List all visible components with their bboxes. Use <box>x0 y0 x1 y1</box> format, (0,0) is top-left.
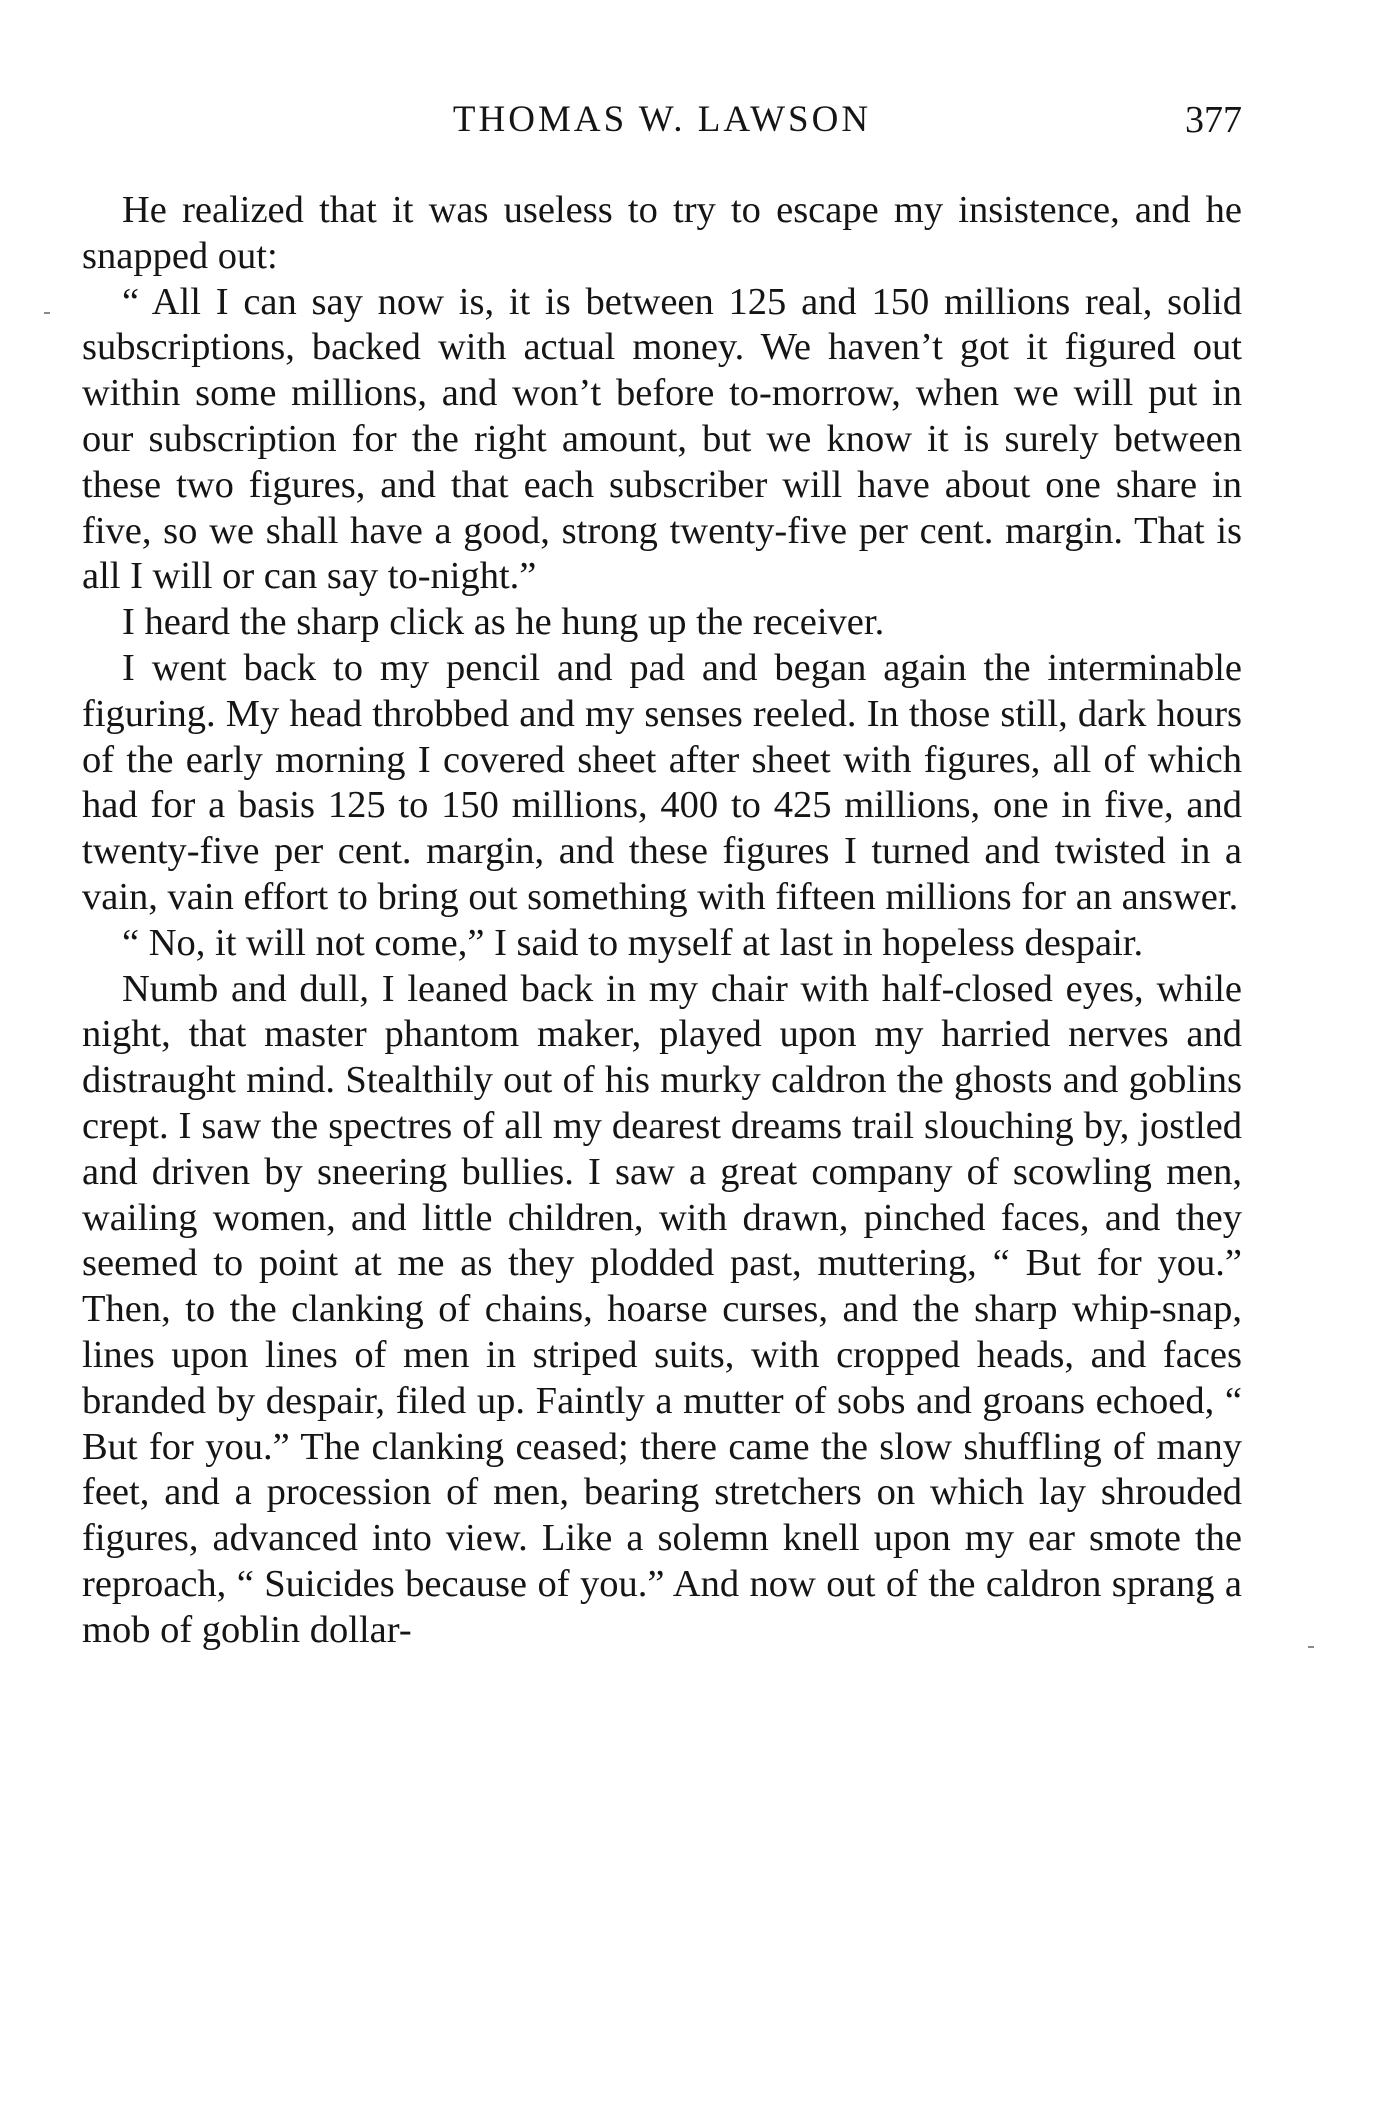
running-head: THOMAS W. LAWSON <box>452 99 872 140</box>
body-text <box>82 188 1242 1654</box>
paragraph-quote-subscriptions: “ All I can say now is, it is between 125 and 150 millions real, solid subscriptions, backed with actual money. We haven’t got it figured out within some millions, and won’t before to-morrow, when we will put in our subscription for the right amount, but we know it is surely between these two figures, and that each subscriber will have about one share in five, so we shall have a good, strong twenty-five per cent. margin. That is all I will or can say to-night.” <box>82 280 1242 598</box>
margin-mark-right <box>1308 1646 1314 1648</box>
margin-mark-left <box>44 312 50 314</box>
paragraph-figuring: I went back to my pencil and pad and began again the interminable figuring. My head throbbed and my senses reeled. In those still, dark hours of the early morning I covered sheet after sheet with figures, all of which had for a basis 125 to 150 millions, 400 to 425 millions, one in five, and twenty-five per cent. margin, and these figures I turned and twisted in a vain, vain effort to bring out something with fifteen millions for an answer. <box>82 646 1242 918</box>
page-header <box>82 90 1242 150</box>
paragraph-despair: “ No, it will not come,” I said to myself at last in hopeless despair. <box>122 921 1144 964</box>
page-number: 377 <box>1185 99 1242 141</box>
paragraph-insistence: He realized that it was useless to try to escape my insistence, and he snapped out: <box>82 189 1242 277</box>
paragraph-phantoms: Numb and dull, I leaned back in my chair with half-closed eyes, while night, that master phantom maker, played upon my harried nerves and distraught mind. Stealthily out of his murky caldron the ghosts and goblins crept. I saw the spectres of all my dearest dreams trail slouching by, jostled and driven by sneering bullies. I saw a great company of scowling men, wailing women, and little children, with drawn, pinched faces, and they seemed to point at me as they plodded past, muttering, “ But for you.” Then, to the clanking of chains, hoarse curses, and the sharp whip-snap, lines upon lines of men in striped suits, with cropped heads, and faces branded by despair, filed up. Faintly a mutter of sobs and groans echoed, “ But for you.” The clanking ceased; there came the slow shuffling of many feet, and a procession of men, bearing stretchers on which lay shrouded figures, advanced into view. Like a solemn knell upon my ear smote the reproach, “ Suicides because of you.” And now out of the caldron sprang a mob of goblin dollar- <box>82 967 1242 1651</box>
paragraph-receiver: I heard the sharp click as he hung up the receiver. <box>122 601 885 644</box>
